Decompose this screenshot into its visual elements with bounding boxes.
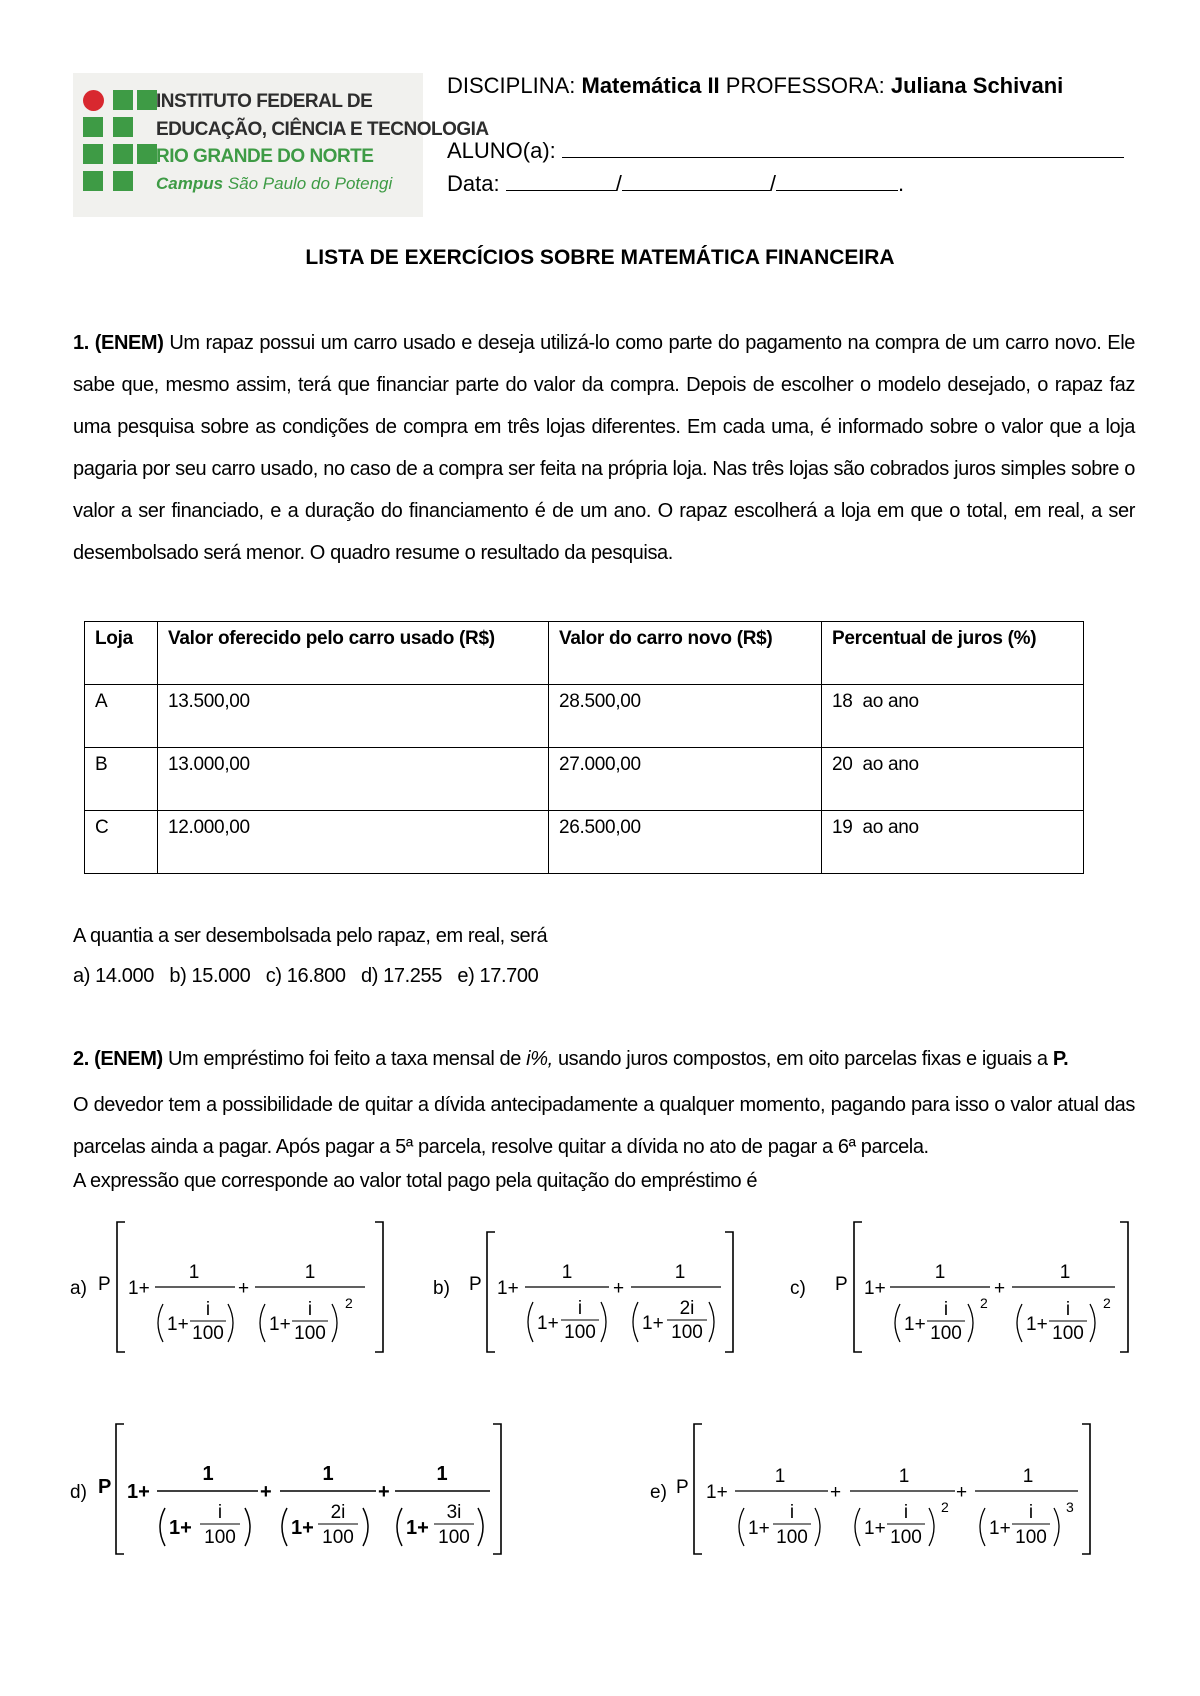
svg-text:i: i — [307, 1299, 313, 1320]
q1-statement: 1. (ENEM) Um rapaz possui um carro usado e deseja utilizá-lo como parte do pagamento na compra de um carro novo. Ele sabe que, mesmo assim, terá que financiar parte do valor da compra. Depois de escolher o modelo desejado, o rapaz faz uma pesquisa sobre as condições de compra em três lojas diferentes. Em cada uma, é informado sobre o valor que a loja pagaria por seu carro usado, no caso de a compra ser feita na própria loja. Nas três lojas são cobrados juros simples sobre o valor a ser financiado, e a duração do financiamento é de um ano. O rapaz escolherá a loja em que o total, em real, a ser desembolsado será menor. O quadro resume o resultado da pesquisa. — [73, 332, 1135, 564]
p-symbol: P. — [1052, 1048, 1069, 1070]
logo-square — [83, 171, 103, 191]
svg-text:P: P — [676, 1477, 689, 1498]
logo-line1: INSTITUTO FEDERAL DE — [156, 91, 373, 112]
svg-text:1: 1 — [188, 1262, 200, 1283]
svg-text:1: 1 — [322, 1463, 334, 1485]
svg-text:2i: 2i — [330, 1502, 346, 1523]
q2-question: A expressão que corresponde ao valor total pago pela quitação do empréstimo é — [73, 1170, 758, 1192]
student-line: ALUNO(a): — [447, 138, 1124, 164]
table-cell: 20 ao ano — [822, 748, 1084, 811]
svg-text:i: i — [1065, 1299, 1071, 1320]
option-label: d) — [70, 1482, 87, 1503]
q1-question: A quantia a ser desembolsada pelo rapaz, em real, será — [73, 925, 548, 947]
teacher-value: Juliana Schivani — [890, 73, 1064, 98]
option-d-formula[interactable] — [70, 1420, 510, 1560]
svg-text:100: 100 — [192, 1323, 224, 1344]
logo-square — [83, 117, 103, 137]
svg-text:P: P — [98, 1274, 111, 1295]
table-cell: 19 ao ano — [822, 811, 1084, 874]
svg-text:1: 1 — [674, 1262, 686, 1283]
svg-text:i: i — [1028, 1502, 1034, 1523]
q1-options: a) 14.000 b) 15.000 c) 16.800 d) 17.255 e) 17.700 — [73, 965, 539, 987]
table-header-cell: Loja — [85, 622, 158, 685]
logo-line4: Campus São Paulo do Potengi — [156, 174, 393, 193]
option-label: b) — [433, 1278, 450, 1299]
svg-text:1+: 1+ — [864, 1518, 886, 1539]
svg-text:100: 100 — [776, 1527, 808, 1548]
page-title: LISTA DE EXERCÍCIOS SOBRE MATEMÁTICA FINANCEIRA — [305, 246, 895, 269]
svg-text:i: i — [205, 1299, 211, 1320]
svg-text:1+: 1+ — [748, 1518, 770, 1539]
svg-text:1+: 1+ — [291, 1517, 314, 1539]
table-cell: 13.000,00 — [158, 748, 549, 811]
svg-text:1+: 1+ — [642, 1313, 664, 1334]
svg-text:+: + — [613, 1278, 625, 1299]
date-month-field[interactable] — [622, 172, 770, 191]
table-cell: B — [85, 748, 158, 811]
rate-symbol: i%, — [526, 1048, 553, 1070]
svg-text:2: 2 — [941, 1499, 949, 1515]
date-day-field[interactable] — [506, 172, 616, 191]
logo-square — [137, 144, 157, 164]
svg-text:2: 2 — [980, 1295, 988, 1311]
table-cell: 18 ao ano — [822, 685, 1084, 748]
table-header-cell: Valor do carro novo (R$) — [549, 622, 822, 685]
svg-text:1: 1 — [304, 1262, 316, 1283]
discipline-line: DISCIPLINA: Matemática II PROFESSORA: Juliana Schivani — [447, 73, 1064, 98]
svg-text:i: i — [217, 1502, 223, 1523]
svg-text:2i: 2i — [679, 1298, 695, 1319]
svg-text:2: 2 — [1103, 1295, 1111, 1311]
svg-text:1: 1 — [1022, 1466, 1034, 1487]
svg-text:1+: 1+ — [497, 1278, 519, 1299]
svg-text:i: i — [903, 1502, 909, 1523]
logo-square — [113, 144, 133, 164]
svg-text:1+: 1+ — [904, 1314, 926, 1335]
table-header-row — [85, 622, 1084, 685]
option-b-formula[interactable] — [433, 1228, 743, 1358]
q1-table — [84, 621, 1084, 874]
svg-text:+: + — [378, 1481, 390, 1503]
svg-text:1+: 1+ — [706, 1482, 728, 1503]
logo-line3: RIO GRANDE DO NORTE — [156, 146, 374, 167]
svg-text:1: 1 — [934, 1262, 946, 1283]
discipline-value: Matemática II — [581, 73, 720, 98]
table-cell: C — [85, 811, 158, 874]
student-name-field[interactable] — [562, 139, 1124, 158]
svg-text:1+: 1+ — [269, 1314, 291, 1335]
option-a-formula[interactable] — [70, 1218, 390, 1358]
logo-line2: EDUCAÇÃO, CIÊNCIA E TECNOLOGIA — [156, 119, 489, 140]
table-cell: 28.500,00 — [549, 685, 822, 748]
svg-text:1: 1 — [561, 1262, 573, 1283]
table-row — [85, 811, 1084, 874]
option-e-formula[interactable] — [650, 1420, 1100, 1560]
svg-text:1+: 1+ — [128, 1278, 150, 1299]
svg-text:i: i — [789, 1502, 795, 1523]
svg-text:100: 100 — [564, 1322, 596, 1343]
svg-text:100: 100 — [294, 1323, 326, 1344]
svg-text:i: i — [577, 1298, 583, 1319]
svg-text:1+: 1+ — [169, 1517, 192, 1539]
svg-text:+: + — [956, 1482, 968, 1503]
svg-text:1+: 1+ — [1026, 1314, 1048, 1335]
svg-text:P: P — [469, 1274, 482, 1295]
institution-logo — [73, 73, 489, 217]
logo-square — [113, 171, 133, 191]
option-label: c) — [790, 1278, 806, 1299]
svg-text:1+: 1+ — [537, 1313, 559, 1334]
svg-text:+: + — [830, 1482, 842, 1503]
q2-statement: O devedor tem a possibilidade de quitar a dívida antecipadamente a qualquer momento, pagando para isso o valor atual das parcelas ainda a pagar. Após pagar a 5ª parcela, resolve quitar a dívida no ato de pagar a 6ª parcela. — [73, 1094, 1135, 1158]
svg-text:2: 2 — [345, 1295, 353, 1311]
svg-text:1: 1 — [1059, 1262, 1071, 1283]
table-header-cell: Percentual de juros (%) — [822, 622, 1084, 685]
svg-text:+: + — [260, 1481, 272, 1503]
table-cell: A — [85, 685, 158, 748]
date-line: Data: / / . — [447, 171, 905, 196]
table-header-cell: Valor oferecido pelo carro usado (R$) — [158, 622, 549, 685]
table-cell: 27.000,00 — [549, 748, 822, 811]
svg-text:i: i — [943, 1299, 949, 1320]
svg-text:1: 1 — [202, 1463, 214, 1485]
table-row — [85, 685, 1084, 748]
svg-text:P: P — [98, 1476, 112, 1498]
option-label: e) — [650, 1482, 667, 1503]
table-cell: 12.000,00 — [158, 811, 549, 874]
logo-square — [113, 90, 133, 110]
svg-text:100: 100 — [671, 1322, 703, 1343]
svg-text:100: 100 — [1015, 1527, 1047, 1548]
logo-square — [83, 144, 103, 164]
svg-text:1+: 1+ — [989, 1518, 1011, 1539]
svg-text:1: 1 — [898, 1466, 910, 1487]
q2-first-line: 2. (ENEM) Um empréstimo foi feito a taxa mensal de i%, usando juros compostos, em oito parcelas fixas e iguais a P. — [73, 1048, 1069, 1070]
table-cell: 13.500,00 — [158, 685, 549, 748]
svg-text:1+: 1+ — [167, 1314, 189, 1335]
svg-text:100: 100 — [1052, 1323, 1084, 1344]
svg-text:100: 100 — [930, 1323, 962, 1344]
logo-red-dot — [83, 90, 104, 111]
logo-square — [137, 90, 157, 110]
option-label: a) — [70, 1278, 87, 1299]
svg-text:3i: 3i — [446, 1502, 462, 1523]
svg-text:+: + — [994, 1278, 1006, 1299]
svg-text:100: 100 — [322, 1527, 354, 1548]
table-row — [85, 748, 1084, 811]
svg-text:1+: 1+ — [864, 1278, 886, 1299]
svg-text:P: P — [835, 1274, 848, 1295]
logo-square — [113, 117, 133, 137]
svg-text:1: 1 — [436, 1463, 448, 1485]
option-c-formula[interactable] — [790, 1218, 1135, 1358]
svg-text:100: 100 — [890, 1527, 922, 1548]
svg-text:+: + — [238, 1278, 250, 1299]
table-cell: 26.500,00 — [549, 811, 822, 874]
svg-text:1+: 1+ — [406, 1517, 429, 1539]
svg-text:3: 3 — [1066, 1499, 1074, 1515]
svg-text:100: 100 — [438, 1527, 470, 1548]
date-year-field[interactable] — [776, 172, 898, 191]
svg-text:1+: 1+ — [127, 1481, 150, 1503]
svg-text:1: 1 — [774, 1466, 786, 1487]
svg-text:100: 100 — [204, 1527, 236, 1548]
